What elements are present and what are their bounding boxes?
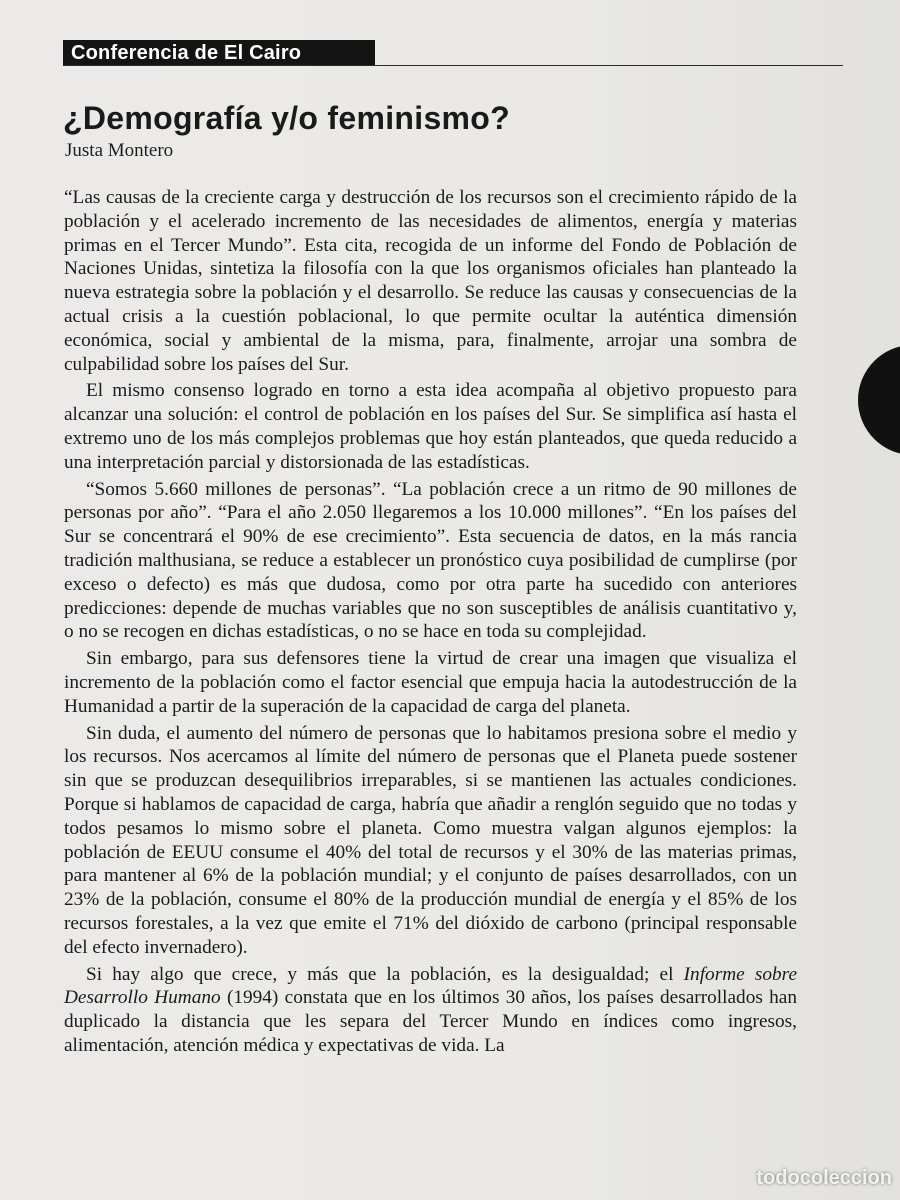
paragraph: Sin duda, el aumento del número de personas que lo habitamos presiona sobre el medio y los recursos. Nos acercamos al límite del número de personas que el Planeta puede sostener sin que se produzcan desequilibrios irreparables, si se mantienen las actuales condiciones. Porque si hablamos de capacidad de carga, habría que añadir a renglón seguido que no todas y todos pesamos lo mismo sobre el planeta. Como muestra valgan algunos ejemplos: la población de EEUU consume el 40% del total de recursos y el 30% de las materias primas, para mantener al 6% de la población mundial; y el conjunto de países desarrollados, con un 23% de la población, consume el 80% de la producción mundial de energía y el 85% de los recursos forestales, a la vez que emite el 71% del dióxido de carbono (principal responsable del efecto invernadero). [64, 722, 797, 958]
article-author: Justa Montero [65, 140, 174, 161]
paragraph: “Las causas de la creciente carga y destrucción de los recursos son el crecimiento rápido de la población y el acelerado incremento de las necesidades de alimentos, energía y materias primas en el Tercer Mundo”. Esta cita, recogida de un informe del Fondo de Población de Naciones Unidas, sintetiza la filosofía con la que los organismos oficiales han planteado la nueva estrategia sobre la población y el desarrollo. Se reduce las causas y consecuencias de la actual crisis a la cuestión poblacional, lo que permite ocultar la auténtica dimensión económica, social y ambiental de la misma, para, finalmente, arrojar una sombra de culpabilidad sobre los países del Sur. [64, 187, 797, 375]
paragraph-last [64, 963, 797, 1058]
paragraph: Sin embargo, para sus defensores tiene la virtud de crear una imagen que visualiza el incremento de la población como el factor esencial que empuja hacia la autodestrucción de la Humanidad a partir de la superación de la capacidad de carga del planeta. [64, 648, 797, 717]
paragraph: “Somos 5.660 millones de personas”. “La población crece a un ritmo de 90 millones de personas por año”. “Para el año 2.050 llegaremos a los 10.000 millones”. “En los países del Sur se concentrará el 90% de ese crecimiento”. Esta secuencia de datos, en la más rancia tradición malthusiana, se reduce a establecer un pronóstico cuya posibilidad de cumplirse (por exceso o defecto) es más que dudosa, como por otra parte ha sucedido con anteriores predicciones: depende de muchas variables que no son susceptibles de análisis cuantitativo y, o no se recogen en dichas estadísticas, o no se hace en toda su complejidad. [64, 478, 797, 643]
paragraph-text: Si hay algo que crece, y más que la población, es la desigualdad; el [86, 963, 684, 985]
section-label: Conferencia de El Cairo [63, 40, 375, 66]
report-title-italic: Informe sobre Desarrollo Humano [64, 963, 797, 1009]
watermark: todocoleccion [756, 1167, 892, 1189]
paragraph-text: (1994) constata que en los últimos 30 años, los países desarrollados han duplicado la distancia que les separa del Tercer Mundo en índices como ingresos, alimentación, atención médica y expectativas de vida. La [64, 987, 797, 1056]
paragraph: El mismo consenso logrado en torno a esta idea acompaña al objetivo propuesto para alcanzar una solución: el control de población en los países del Sur. Se simplifica así hasta el extremo uno de los más complejos problemas que hoy están planteados, que queda reducido a una interpretación parcial y distorsionada de las estadísticas. [64, 380, 797, 473]
article-title: ¿Demografía y/o feminismo? [63, 100, 510, 136]
header-rule [63, 65, 843, 66]
article-body [64, 186, 797, 1061]
thumb-index-tab-mark [858, 345, 900, 455]
